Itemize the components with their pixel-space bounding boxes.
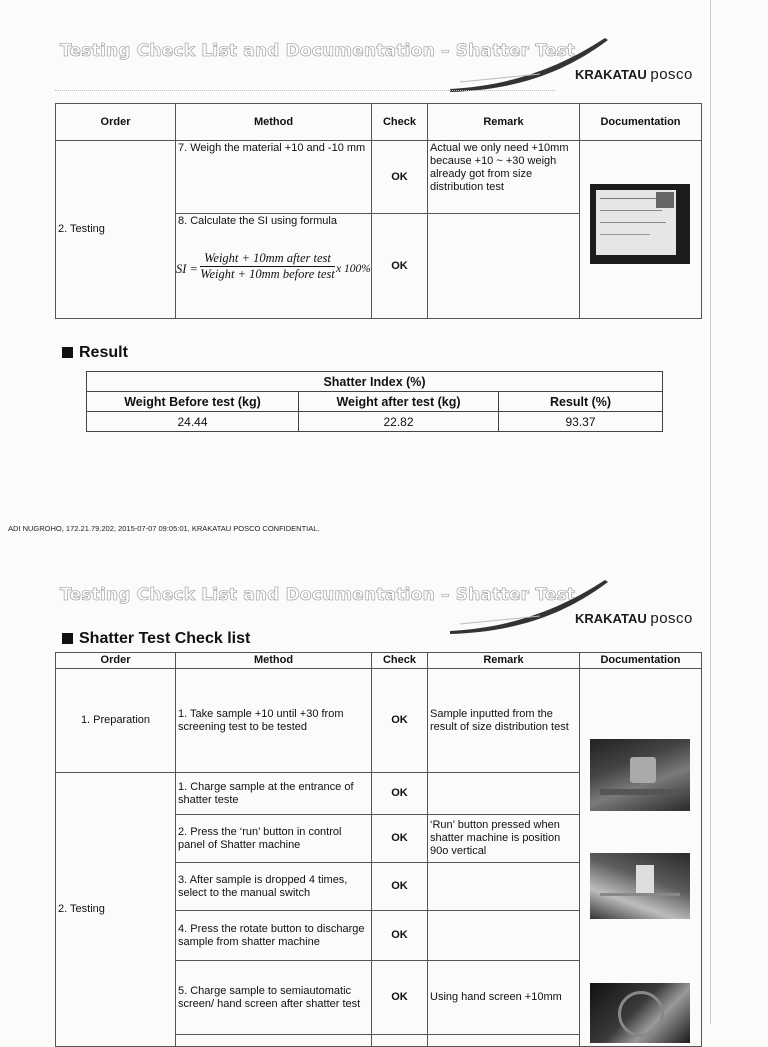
result-table xyxy=(86,371,663,432)
checklist-section-title xyxy=(62,630,250,648)
hand-screen-photo xyxy=(590,983,690,1043)
remark-row8 xyxy=(428,214,580,319)
remark-prep-1: Sample inputted from the result of size distribution test xyxy=(428,669,580,773)
bullet-square-icon xyxy=(62,633,73,644)
col-header-order: Order xyxy=(56,653,176,669)
col-header-method: Method xyxy=(176,653,372,669)
method-prep-1: 1. Take sample +10 until +30 from screening test to be tested xyxy=(176,669,372,773)
header-swoosh xyxy=(440,576,610,636)
check-prep-1: OK xyxy=(372,669,428,773)
filler-cell xyxy=(372,1035,428,1047)
remark-test-4 xyxy=(428,911,580,961)
result-table-title: Shatter Index (%) xyxy=(87,372,663,392)
method-test-4: 4. Press the rotate button to discharge sample from shatter machine xyxy=(176,911,372,961)
check-row7: OK xyxy=(372,141,428,214)
check-row8: OK xyxy=(372,214,428,319)
formula-numerator: Weight + 10mm after test xyxy=(200,252,335,267)
remark-test-5: Using hand screen +10mm xyxy=(428,961,580,1035)
method-row7: 7. Weigh the material +10 and -10 mm xyxy=(176,141,372,214)
filler-cell xyxy=(428,1035,580,1047)
result-header-weight-after: Weight after test (kg) xyxy=(299,392,499,412)
page1-brand-logo xyxy=(575,66,693,83)
col-header-remark: Remark xyxy=(428,653,580,669)
result-value-weight-after: 22.82 xyxy=(299,412,499,432)
col-header-check: Check xyxy=(372,104,428,141)
col-header-check: Check xyxy=(372,653,428,669)
page1-checklist-table xyxy=(55,103,702,319)
check-test-4: OK xyxy=(372,911,428,961)
order-preparation: 1. Preparation xyxy=(56,669,176,773)
result-header-weight-before: Weight Before test (kg) xyxy=(87,392,299,412)
filler-cell xyxy=(176,1035,372,1047)
checklist-section-label: Shatter Test Check list xyxy=(79,630,251,647)
formula-denominator: Weight + 10mm before test xyxy=(200,267,335,281)
method-row8 xyxy=(176,214,372,319)
result-value-weight-before: 24.44 xyxy=(87,412,299,432)
col-header-remark: Remark xyxy=(428,104,580,141)
page2-brand-logo xyxy=(575,610,693,627)
col-header-documentation: Documentation xyxy=(580,104,702,141)
scale-display-photo xyxy=(590,184,690,264)
page2-header-title: Testing Check List and Documentation – Shatter Test xyxy=(60,585,576,605)
remark-test-2: ‘Run’ button pressed when shatter machine is position 90o vertical xyxy=(428,815,580,863)
remark-row7: Actual we only need +10mm because +10 ~ +30 weigh already got from size distribution test xyxy=(428,141,580,214)
brand-krakatau: KRAKATAU xyxy=(575,611,647,626)
check-test-5: OK xyxy=(372,961,428,1035)
header-swoosh xyxy=(440,34,610,94)
remark-test-3 xyxy=(428,863,580,911)
shatter-machine-photo-1 xyxy=(590,739,690,811)
order-testing: 2. Testing xyxy=(56,773,176,1047)
bullet-square-icon xyxy=(62,347,73,358)
check-test-1: OK xyxy=(372,773,428,815)
method-row8-text: 8. Calculate the SI using formula xyxy=(178,215,337,227)
formula-lhs: SI = xyxy=(176,262,198,276)
check-test-2: OK xyxy=(372,815,428,863)
check-test-3: OK xyxy=(372,863,428,911)
confidential-footer: ADI NUGROHO, 172.21.79.202, 2015-07-07 09:05:01, KRAKATAU POSCO CONFIDENTIAL. xyxy=(8,524,320,533)
page1-header-title: Testing Check List and Documentation – Shatter Test xyxy=(60,41,576,61)
order-testing: 2. Testing xyxy=(56,141,176,319)
method-test-1: 1. Charge sample at the entrance of shatter teste xyxy=(176,773,372,815)
result-header-result: Result (%) xyxy=(499,392,663,412)
result-value-result: 93.37 xyxy=(499,412,663,432)
documentation-photos-cell xyxy=(580,669,702,1047)
method-test-2: 2. Press the ‘run’ button in control panel of Shatter machine xyxy=(176,815,372,863)
method-test-5: 5. Charge sample to semiautomatic screen/ hand screen after shatter test xyxy=(176,961,372,1035)
scan-edge-line xyxy=(710,0,711,1024)
col-header-documentation: Documentation xyxy=(580,653,702,669)
col-header-method: Method xyxy=(176,104,372,141)
page2-checklist-table xyxy=(55,652,702,1047)
documentation-photo-cell xyxy=(580,141,702,319)
formula-multiplier: x 100% xyxy=(336,263,371,275)
remark-test-1 xyxy=(428,773,580,815)
result-section-title xyxy=(62,344,128,362)
page1-header-rule xyxy=(55,90,555,91)
result-section-label: Result xyxy=(79,344,128,361)
brand-krakatau: KRAKATAU xyxy=(575,67,647,82)
brand-posco: posco xyxy=(650,66,693,83)
method-test-3: 3. After sample is dropped 4 times, select to the manual switch xyxy=(176,863,372,911)
brand-posco: posco xyxy=(650,610,693,627)
col-header-order: Order xyxy=(56,104,176,141)
shatter-machine-photo-2 xyxy=(590,853,690,919)
